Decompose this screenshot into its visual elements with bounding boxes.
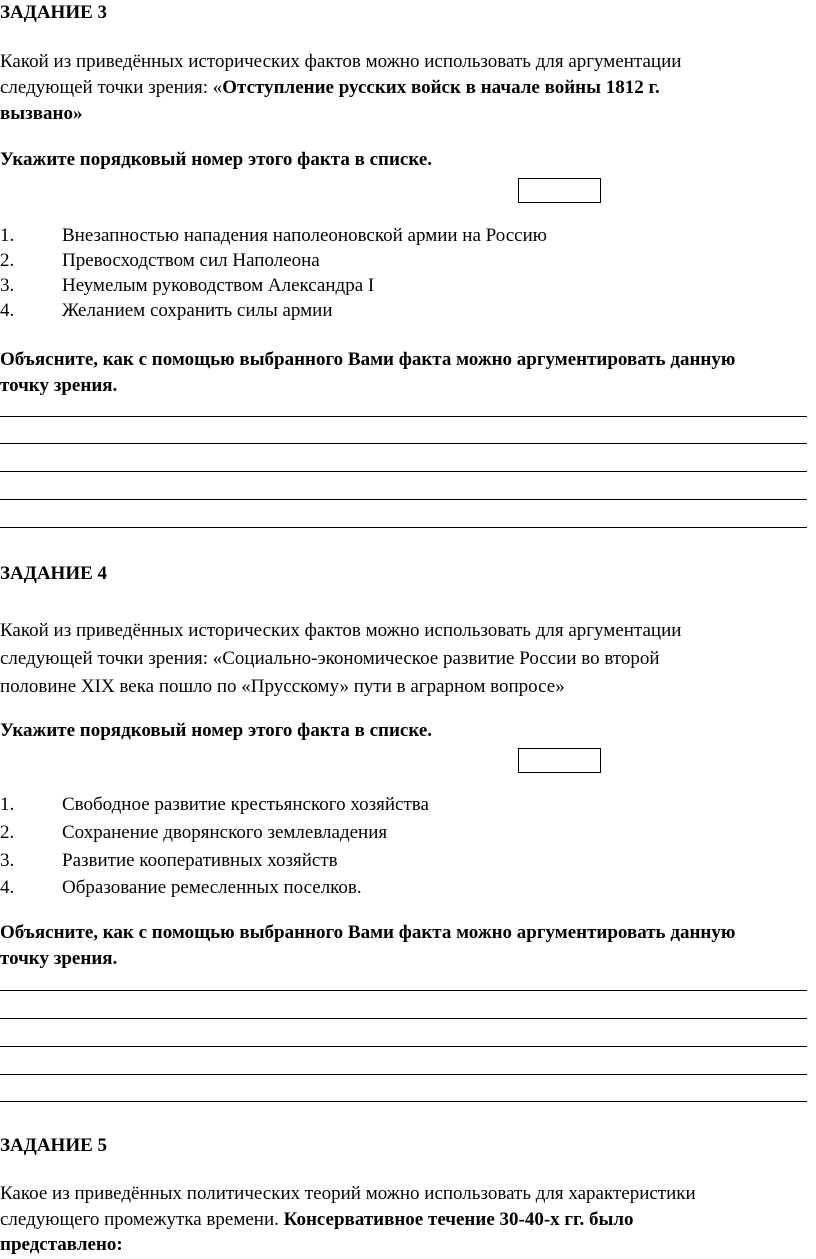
task-3-instruction: Укажите порядковый номер этого факта в списке. (0, 149, 433, 170)
task-5-question-line-2 (0, 1206, 634, 1234)
list-item (0, 272, 816, 300)
list-item (0, 874, 816, 902)
task-3-question-line-3: вызвано» (0, 103, 83, 124)
task-4-title: ЗАДАНИЕ 4 (0, 563, 108, 584)
item-number: 2. (0, 822, 15, 843)
item-number: 3. (0, 275, 15, 296)
task-5-title: ЗАДАНИЕ 5 (0, 1135, 108, 1156)
task-5-question-line-3: представлено: (0, 1234, 123, 1255)
task-5-question-statement: Консервативное течение 30-40-х гг. было (283, 1209, 634, 1230)
list-item (0, 791, 816, 819)
item-text: Свободное развитие крестьянского хозяйства (62, 794, 429, 815)
task-3-question-statement: Отступление русских войск в начале войны 1812 г. (222, 77, 660, 98)
list-item (0, 247, 816, 275)
task-3-explain-line-1: Объясните, как с помощью выбранного Вами факта можно аргументировать данную (0, 349, 736, 370)
task-3-title: ЗАДАНИЕ 3 (0, 2, 108, 23)
item-number: 4. (0, 877, 15, 898)
task-4-question-line-2: следующей точки зрения: «Социально-экономическое развитие России во второй (0, 648, 660, 669)
answer-line[interactable] (0, 499, 807, 500)
answer-line[interactable] (0, 416, 807, 417)
list-item (0, 297, 816, 325)
item-number: 4. (0, 300, 15, 321)
task-4-explain-line-1: Объясните, как с помощью выбранного Вами факта можно аргументировать данную (0, 922, 736, 943)
answer-line[interactable] (0, 443, 807, 444)
task-4-question-line-3: половине XIX века пошло по «Прусскому» пути в аграрном вопросе» (0, 676, 565, 697)
answer-line[interactable] (0, 1101, 807, 1102)
item-text: Внезапностью нападения наполеоновской армии на Россию (62, 225, 547, 246)
item-number: 1. (0, 225, 15, 246)
answer-line[interactable] (0, 1074, 807, 1075)
answer-line[interactable] (0, 1046, 807, 1047)
item-number: 3. (0, 850, 15, 871)
task-3-answer-box[interactable] (518, 178, 601, 203)
answer-line[interactable] (0, 1018, 807, 1019)
item-text: Образование ремесленных поселков. (62, 877, 362, 898)
item-text: Превосходством сил Наполеона (62, 250, 320, 271)
task-4-instruction: Укажите порядковый номер этого факта в списке. (0, 720, 433, 741)
answer-line[interactable] (0, 990, 807, 991)
task-5-question-prefix: следующего промежутка времени. (0, 1209, 284, 1230)
task-4-answer-box[interactable] (518, 748, 601, 773)
task-3-question-prefix: следующей точки зрения: « (0, 77, 223, 98)
task-4-explain-line-2: точку зрения. (0, 948, 118, 969)
item-text: Сохранение дворянского землевладения (62, 822, 388, 843)
item-text: Развитие кооперативных хозяйств (62, 850, 338, 871)
item-text: Желанием сохранить силы армии (62, 300, 333, 321)
item-text: Неумелым руководством Александра I (62, 275, 375, 296)
list-item (0, 847, 816, 875)
item-number: 1. (0, 794, 15, 815)
list-item (0, 819, 816, 847)
task-5-question-line-1: Какое из приведённых политических теорий можно использовать для характеристики (0, 1183, 696, 1204)
task-3-question-line-2 (0, 74, 660, 102)
answer-line[interactable] (0, 471, 807, 472)
answer-line[interactable] (0, 527, 807, 528)
task-4-question-line-1: Какой из приведённых исторических фактов можно использовать для аргументации (0, 620, 682, 641)
item-number: 2. (0, 250, 15, 271)
task-3-question-line-1: Какой из приведённых исторических фактов можно использовать для аргументации (0, 51, 682, 72)
list-item (0, 222, 816, 250)
task-3-explain-line-2: точку зрения. (0, 375, 118, 396)
